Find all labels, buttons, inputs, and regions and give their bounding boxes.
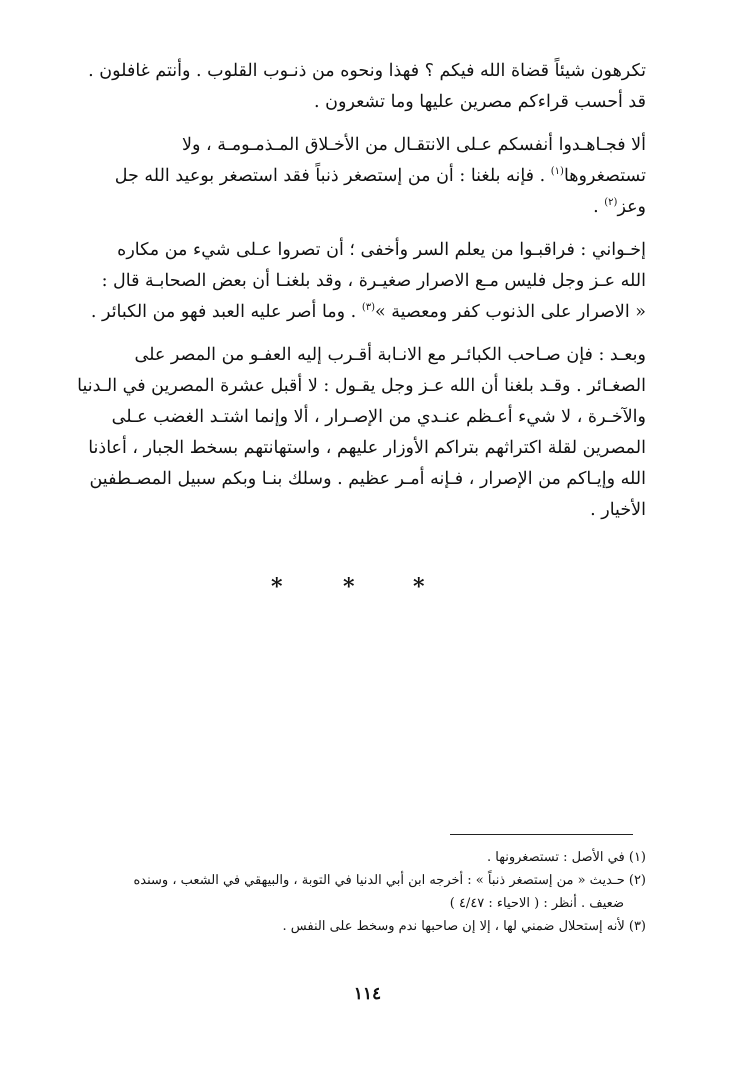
separator-star: *	[271, 574, 283, 600]
text-segment: « الاصرار على الذنوب كفر ومعصية »	[375, 302, 646, 322]
text-line: الصغـائر . وقـد بلغنا أن الله عـز وجل يقـول : لا أقبل عشرة المصرين في الـدنيا	[77, 376, 646, 396]
footnote-2: (٢) حـديث « من إستصغر ذنباً » : أخرجه ابن أبي الدنيا في التوبة ، والبيهقي في الشعب ، وسنده	[133, 873, 646, 888]
separator-star: *	[413, 574, 425, 600]
footnote-ref-3: (٣)	[361, 302, 375, 314]
text-line: إخـواني : فراقبـوا من يعلم السر وأخفى ؛ أن تصروا عـلى شيء من مكاره	[117, 240, 646, 260]
text-line: الله عـز وجل فليس مـع الاصرار صغيـرة ، وقد بلغنـا أن بعض الصحابـة قال :	[101, 271, 646, 291]
footnote-ref-1: (١)	[550, 166, 564, 178]
paragraph-2	[66, 130, 646, 223]
footnote-2-continued: ضعيف . أنظر : ( الاحياء : ٤/٤٧ )	[449, 896, 624, 911]
text-line	[66, 192, 646, 223]
text-line: والآخـرة ، لا شيء أعـظم عنـدي من الإصـرار ، ألا وإنما اشتـد الغضب عـلى	[111, 407, 646, 427]
separator-star: *	[343, 574, 355, 600]
text-segment: وعز	[617, 197, 646, 217]
text-line: الأخيار .	[590, 500, 646, 520]
text-line: الله وإيـاكم من الإصرار ، فـإنه أمـر عظيم . وسلك بنـا وبكم سبيل المصـطفين	[89, 469, 646, 489]
paragraph-1	[66, 56, 646, 118]
text-line: المصرين لقلة اكتراثهم بتراكم الأوزار عليهم ، واستهانتهم بسخط الجبار ، أعاذنا	[88, 438, 646, 458]
paragraph-4	[66, 340, 646, 526]
text-line: ألا فجـاهـدوا أنفسكم عـلى الانتقـال من الأخـلاق المـذمـومـة ، ولا	[182, 135, 646, 155]
text-segment: . وما أصر عليه العبد فهو من الكبائر .	[90, 302, 362, 322]
footnote-ref-2: (٢)	[604, 197, 618, 209]
paragraph-3	[66, 235, 646, 328]
text-segment: .	[593, 197, 605, 217]
text-segment: تستصغروها	[563, 166, 646, 186]
footnote-divider	[450, 834, 633, 835]
footnotes	[66, 846, 646, 938]
text-line: وبعـد : فإن صـاحب الكبائـر مع الانـابة أقـرب إليه العفـو من المصر على	[134, 345, 646, 365]
footnote-3: (٣) لأنه إستحلال ضمني لها ، إلا إن صاحبها ندم وسخط على النفس .	[282, 919, 646, 934]
text-line: قد أحسب قراءكم مصرين عليها وما تشعرون .	[314, 92, 646, 112]
text-line: تكرهون شيئاً قضاة الله فيكم ؟ فهذا ونحوه من ذنـوب القلوب . وأنتم غافلون .	[88, 61, 646, 81]
text-segment: . فإنه بلغنا : أن من إستصغر ذنباً فقد استصغر بوعيد الله جل	[114, 166, 551, 186]
text-line	[66, 297, 646, 328]
text-line	[66, 161, 646, 192]
footnote-1: (١) في الأصل : تستصغرونها .	[487, 850, 646, 865]
main-text	[66, 56, 646, 538]
page-number: ١١٤	[353, 984, 382, 1004]
